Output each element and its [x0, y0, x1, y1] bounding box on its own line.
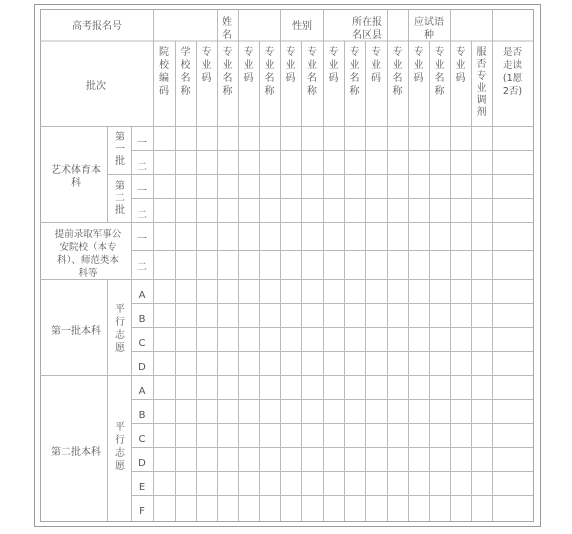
column-header-9-char-2: 业 [328, 60, 339, 71]
column-header-14-char-3: 名 [434, 73, 445, 84]
column-header-5-char-2: 业 [243, 60, 254, 71]
second-sub-b: B [138, 410, 146, 421]
column-header-1-char-2: 校 [159, 60, 169, 71]
column-header-16-char-2: 否 [476, 59, 487, 70]
first-parallel-3: 志 [115, 330, 125, 341]
district-label-1: 所在报 [352, 17, 382, 28]
column-header-15-char-1: 专 [455, 47, 466, 58]
column-header-2-char-1: 学 [180, 47, 191, 58]
column-header-12-char-2: 业 [392, 60, 403, 71]
column-header-7-char-2: 业 [285, 60, 296, 71]
column-header-12-char-3: 名 [392, 73, 403, 84]
art-sub-2: 二 [137, 162, 147, 173]
second-sub-d: D [138, 458, 146, 469]
second-parallel-2: 行 [115, 435, 125, 446]
column-header-17-char-2: 走读 [502, 60, 523, 71]
second-sub-a: A [138, 386, 146, 397]
column-header-14-char-4: 称 [434, 86, 445, 97]
column-header-2-char-3: 名 [180, 73, 191, 84]
column-header-14-char-1: 专 [434, 47, 445, 58]
first-sub-b: B [138, 314, 146, 325]
column-header-9-char-3: 码 [328, 73, 339, 84]
art-sub-3: 一 [137, 186, 147, 197]
gender-label: 性别 [292, 21, 312, 32]
column-header-8-char-4: 称 [307, 86, 317, 97]
column-header-12-char-4: 称 [392, 86, 403, 97]
column-header-17-char-4: 2否) [502, 86, 523, 97]
column-header-11-char-1: 专 [371, 47, 381, 58]
first-sub-d: D [138, 362, 146, 373]
column-header-11-char-3: 码 [371, 73, 381, 84]
column-header-6-char-4: 称 [264, 86, 275, 97]
column-header-16-char-3: 专 [476, 71, 487, 82]
first-batch-label: 第一批本科 [51, 326, 101, 337]
column-header-13-char-3: 码 [413, 73, 424, 84]
art-batch2-3: 批 [115, 205, 125, 216]
column-header-10-char-4: 称 [349, 86, 360, 97]
column-header-17-char-3: (1愿 [502, 73, 523, 84]
early-label-2: 安院校（本专 [59, 242, 117, 253]
column-header-2-char-2: 校 [180, 60, 191, 71]
second-sub-e: E [138, 482, 146, 493]
column-header-16-char-1: 服 [476, 47, 487, 58]
column-header-8-char-3: 名 [307, 73, 317, 84]
table-labels [51, 15, 523, 517]
second-parallel-3: 志 [115, 448, 125, 459]
column-header-6-char-1: 专 [264, 47, 275, 58]
batch-header: 批次 [86, 81, 106, 92]
column-header-10-char-1: 专 [349, 47, 360, 58]
application-form-table [40, 9, 534, 522]
early-sub-2: 二 [137, 262, 147, 273]
column-header-16-char-4: 业 [476, 83, 487, 94]
column-header-1-char-4: 码 [159, 86, 169, 97]
column-header-1-char-1: 院 [159, 47, 169, 58]
name-label-2: 名 [222, 30, 232, 41]
column-header-4-char-2: 业 [222, 60, 233, 71]
column-header-6-char-2: 业 [264, 60, 275, 71]
district-label-2: 名区县 [352, 30, 382, 41]
column-header-7-char-1: 专 [285, 47, 296, 58]
art-batch1-2: 一 [115, 144, 125, 155]
column-header-13-char-2: 业 [413, 60, 424, 71]
exam-number-label: 高考报名号 [72, 21, 122, 32]
art-batch2-1: 第 [115, 181, 125, 192]
column-header-8-char-2: 业 [307, 60, 317, 71]
art-sports-label-2: 科 [71, 178, 81, 189]
first-sub-a: A [138, 290, 146, 301]
first-sub-c: C [138, 338, 146, 349]
first-parallel-4: 愿 [115, 343, 125, 354]
early-sub-1: 一 [137, 234, 147, 245]
second-sub-c: C [138, 434, 146, 445]
column-header-3-char-3: 码 [201, 73, 212, 84]
language-label-2: 种 [424, 30, 434, 41]
art-sports-label-1: 艺术体育本 [51, 165, 101, 176]
column-header-9-char-1: 专 [328, 47, 339, 58]
art-batch2-2: 二 [115, 193, 125, 204]
art-sub-4: 二 [137, 210, 147, 221]
column-header-5-char-1: 专 [243, 47, 254, 58]
language-label-1: 应试语 [414, 17, 444, 28]
art-sub-1: 一 [137, 138, 147, 149]
column-header-6-char-3: 名 [264, 73, 275, 84]
column-header-10-char-3: 名 [349, 73, 360, 84]
column-header-15-char-3: 码 [455, 73, 466, 84]
column-header-4-char-1: 专 [222, 47, 233, 58]
early-label-1: 提前录取军事公 [54, 229, 122, 240]
column-header-14-char-2: 业 [434, 60, 445, 71]
column-header-11-char-2: 业 [371, 60, 381, 71]
column-header-16-char-5: 调 [476, 95, 487, 106]
second-batch-label: 第二批本科 [51, 447, 101, 458]
column-header-7-char-3: 码 [285, 73, 296, 84]
column-header-4-char-3: 名 [222, 73, 233, 84]
column-header-10-char-2: 业 [349, 60, 360, 71]
column-header-5-char-3: 码 [243, 73, 254, 84]
column-header-13-char-1: 专 [413, 47, 424, 58]
early-label-4: 科等 [78, 268, 98, 279]
column-header-16-char-6: 剂 [476, 107, 487, 118]
column-header-3-char-1: 专 [201, 47, 212, 58]
column-header-4-char-4: 称 [222, 86, 233, 97]
art-batch1-3: 批 [115, 156, 125, 167]
column-header-12-char-1: 专 [392, 47, 403, 58]
first-parallel-2: 行 [115, 317, 125, 328]
column-header-8-char-1: 专 [307, 47, 317, 58]
first-parallel-1: 平 [115, 304, 125, 315]
art-batch1-1: 第 [115, 132, 125, 143]
second-parallel-4: 愿 [115, 461, 125, 472]
column-header-2-char-4: 称 [180, 86, 191, 97]
second-parallel-1: 平 [115, 422, 125, 433]
column-header-1-char-3: 编 [159, 73, 169, 84]
column-header-17-char-1: 是否 [502, 47, 523, 58]
second-sub-f: F [139, 506, 145, 517]
column-header-15-char-2: 业 [455, 60, 466, 71]
early-label-3: 科）、师范类本 [57, 255, 119, 266]
name-label-1: 姓 [222, 17, 232, 28]
column-header-3-char-2: 业 [201, 60, 212, 71]
